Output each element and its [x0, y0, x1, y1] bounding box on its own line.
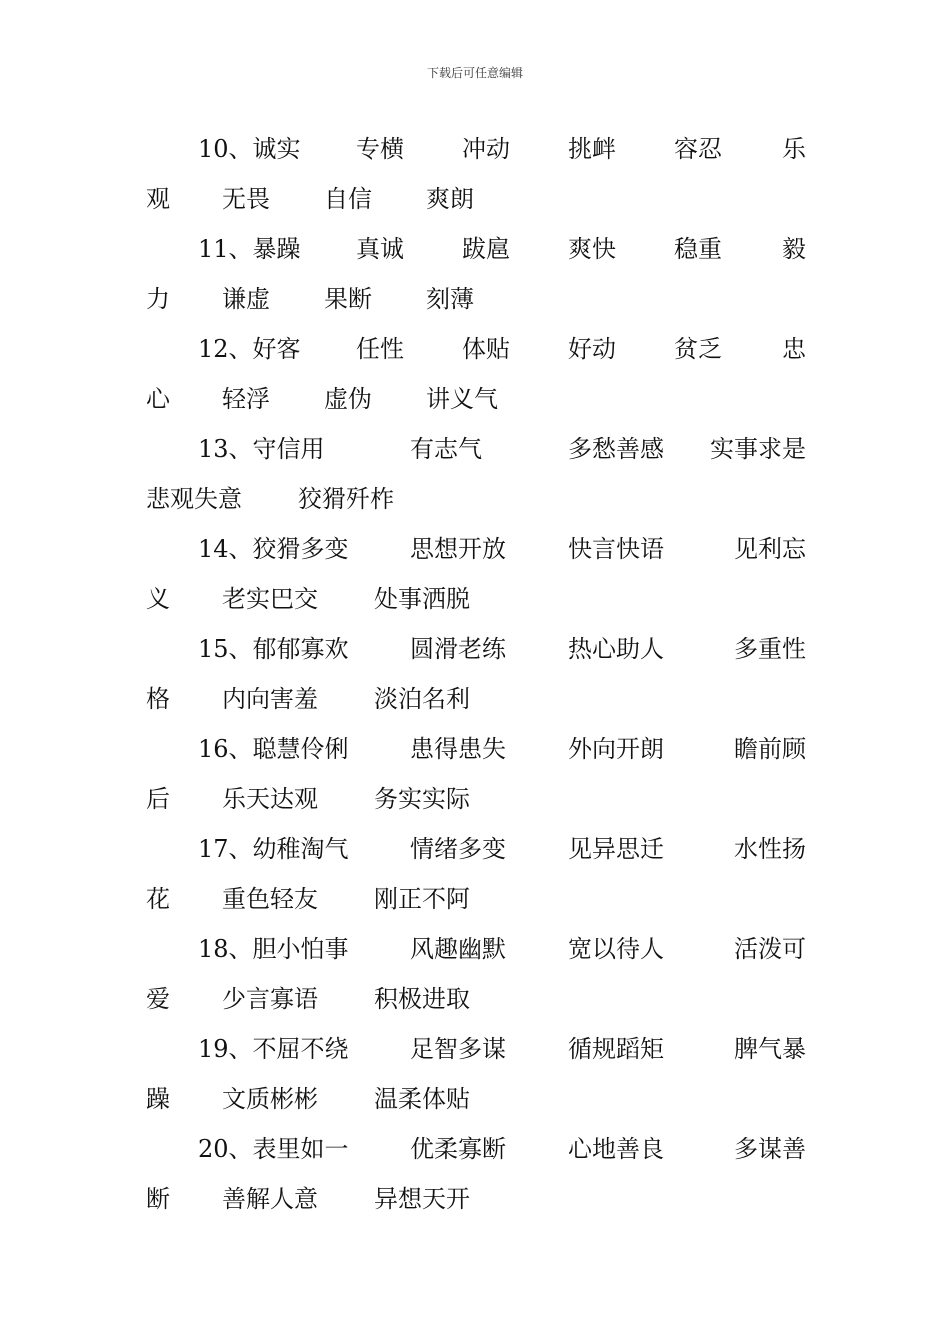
- term-word: 好动: [568, 335, 616, 363]
- entry-line-second: [146, 974, 806, 1024]
- term-word: 悲观失意: [146, 485, 242, 513]
- term-word: 爽朗: [426, 185, 474, 213]
- term-word: 老实巴交: [222, 585, 318, 613]
- entry-line-second: [146, 1074, 806, 1124]
- term-word: 16、聪慧伶俐: [198, 735, 349, 763]
- entry-line-first: [146, 424, 806, 474]
- term-word: 真诚: [356, 235, 404, 263]
- entry-line-first: [146, 324, 806, 374]
- entry-line-second: [146, 874, 806, 924]
- term-word: 10、诚实: [198, 135, 301, 163]
- term-word: 见利忘: [734, 535, 806, 563]
- term-word: 多愁善感: [568, 435, 664, 463]
- term-word: 少言寡语: [222, 985, 318, 1013]
- term-word: 多谋善: [734, 1135, 806, 1163]
- term-word: 积极进取: [374, 985, 470, 1013]
- term-word: 后: [146, 785, 170, 813]
- entry-item: [146, 824, 806, 924]
- entry-item: [146, 1024, 806, 1124]
- entry-line-first: [146, 1124, 806, 1174]
- entry-line-second: [146, 674, 806, 724]
- term-word: 体贴: [462, 335, 510, 363]
- entry-item: [146, 224, 806, 324]
- entry-item: [146, 124, 806, 224]
- entry-line-first: [146, 724, 806, 774]
- term-word: 无畏: [222, 185, 270, 213]
- term-word: 毅: [782, 235, 806, 263]
- entry-line-second: [146, 174, 806, 224]
- entry-line-first: [146, 624, 806, 674]
- entry-line-second: [146, 374, 806, 424]
- term-word: 外向开朗: [568, 735, 664, 763]
- entry-line-first: [146, 824, 806, 874]
- term-word: 刻薄: [426, 285, 474, 313]
- term-word: 宽以待人: [568, 935, 664, 963]
- entry-item: [146, 924, 806, 1024]
- term-word: 风趣幽默: [410, 935, 506, 963]
- term-word: 异想天开: [374, 1185, 470, 1213]
- term-word: 虚伪: [324, 385, 372, 413]
- term-word: 义: [146, 585, 170, 613]
- entry-line-first: [146, 124, 806, 174]
- entry-line-second: [146, 474, 806, 524]
- term-word: 处事洒脱: [374, 585, 470, 613]
- term-word: 内向害羞: [222, 685, 318, 713]
- entry-item: [146, 624, 806, 724]
- entry-line-second: [146, 574, 806, 624]
- term-word: 瞻前顾: [734, 735, 806, 763]
- term-word: 思想开放: [410, 535, 506, 563]
- term-word: 乐天达观: [222, 785, 318, 813]
- term-word: 刚正不阿: [374, 885, 470, 913]
- term-word: 12、好客: [198, 335, 301, 363]
- entry-line-second: [146, 774, 806, 824]
- term-word: 跋扈: [462, 235, 510, 263]
- term-word: 谦虚: [222, 285, 270, 313]
- term-word: 爱: [146, 985, 170, 1013]
- term-word: 果断: [324, 285, 372, 313]
- entry-item: [146, 524, 806, 624]
- entry-line-second: [146, 274, 806, 324]
- term-word: 优柔寡断: [410, 1135, 506, 1163]
- term-word: 水性扬: [734, 835, 806, 863]
- term-word: 冲动: [462, 135, 510, 163]
- term-word: 狡猾歼柞: [298, 485, 394, 513]
- entry-line-first: [146, 224, 806, 274]
- term-word: 贫乏: [674, 335, 722, 363]
- term-word: 18、胆小怕事: [198, 935, 349, 963]
- page-header: 下载后可任意编辑: [426, 66, 523, 80]
- term-word: 13、守信用: [198, 435, 325, 463]
- term-word: 19、不屈不绕: [198, 1035, 349, 1063]
- term-word: 有志气: [410, 435, 482, 463]
- term-word: 容忍: [674, 135, 722, 163]
- term-word: 稳重: [674, 235, 722, 263]
- entry-line-first: [146, 1024, 806, 1074]
- term-word: 淡泊名利: [374, 685, 470, 713]
- term-word: 心地善良: [568, 1135, 664, 1163]
- entry-line-first: [146, 524, 806, 574]
- term-word: 实事求是: [710, 435, 806, 463]
- term-word: 圆滑老练: [410, 635, 506, 663]
- term-word: 躁: [146, 1085, 170, 1113]
- term-word: 观: [146, 185, 170, 213]
- term-word: 快言快语: [568, 535, 664, 563]
- entry-item: [146, 1124, 806, 1224]
- term-word: 文质彬彬: [222, 1085, 318, 1113]
- term-word: 轻浮: [222, 385, 270, 413]
- term-word: 20、表里如一: [198, 1135, 349, 1163]
- term-word: 格: [146, 685, 170, 713]
- term-word: 情绪多变: [410, 835, 506, 863]
- term-word: 力: [146, 285, 170, 313]
- term-word: 15、郁郁寡欢: [198, 635, 349, 663]
- term-word: 讲义气: [426, 385, 498, 413]
- term-word: 多重性: [734, 635, 806, 663]
- entry-item: [146, 424, 806, 524]
- term-word: 脾气暴: [734, 1035, 806, 1063]
- term-word: 善解人意: [222, 1185, 318, 1213]
- entry-item: [146, 324, 806, 424]
- term-word: 循规蹈矩: [568, 1035, 664, 1063]
- term-word: 重色轻友: [222, 885, 318, 913]
- entry-item: [146, 724, 806, 824]
- term-word: 活泼可: [734, 935, 806, 963]
- term-word: 专横: [356, 135, 404, 163]
- entry-line-second: [146, 1174, 806, 1224]
- term-word: 乐: [782, 135, 806, 163]
- term-word: 务实实际: [374, 785, 470, 813]
- term-word: 心: [146, 385, 170, 413]
- term-word: 任性: [356, 335, 404, 363]
- term-word: 自信: [324, 185, 372, 213]
- term-word: 热心助人: [568, 635, 664, 663]
- term-word: 足智多谋: [410, 1035, 506, 1063]
- term-word: 17、幼稚淘气: [198, 835, 349, 863]
- term-word: 花: [146, 885, 170, 913]
- term-word: 断: [146, 1185, 170, 1213]
- term-word: 挑衅: [568, 135, 616, 163]
- term-word: 14、狡猾多变: [198, 535, 349, 563]
- term-word: 忠: [782, 335, 806, 363]
- entry-line-first: [146, 924, 806, 974]
- term-word: 11、暴躁: [198, 235, 301, 263]
- term-word: 患得患失: [410, 735, 506, 763]
- term-word: 温柔体贴: [374, 1085, 470, 1113]
- term-word: 见异思迁: [568, 835, 664, 863]
- term-word: 爽快: [568, 235, 616, 263]
